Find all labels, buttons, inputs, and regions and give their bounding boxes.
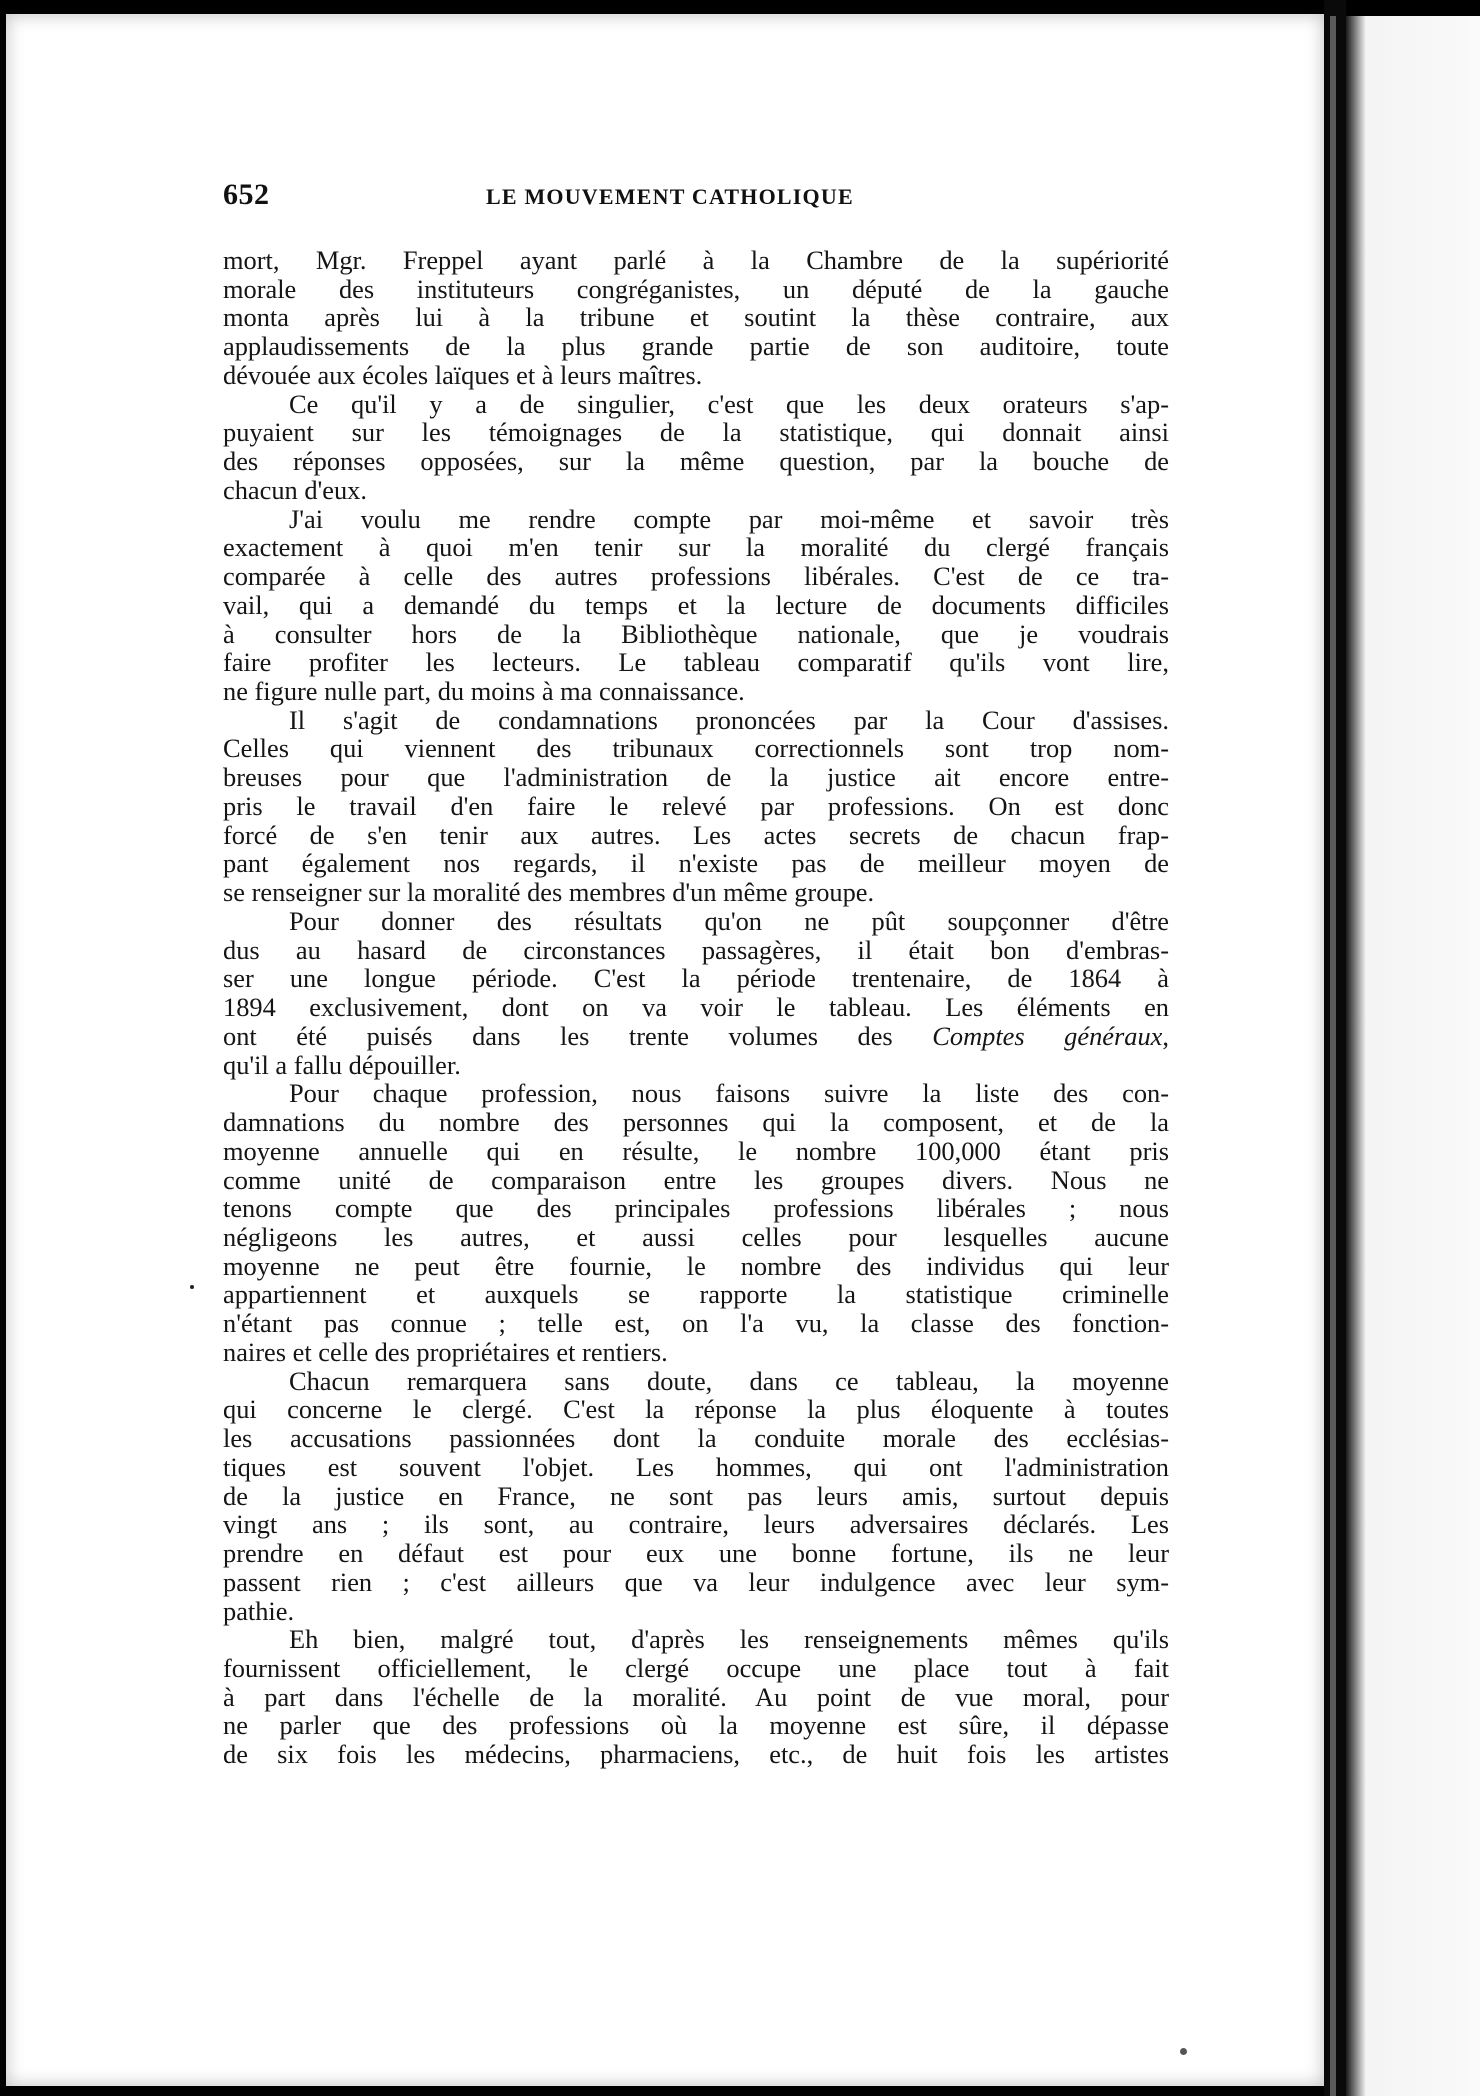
text-line: chacun d'eux. — [223, 474, 367, 505]
text-line: ne parler que des professions où la moyenne est sûre, il dépasse — [223, 1710, 1169, 1741]
text-line: comparée à celle des autres professions libérales. C'est de ce tra- — [223, 561, 1169, 592]
text-line: puyaient sur les témoignages de la statistique, qui donnait ainsi — [223, 417, 1169, 448]
text-line: Pour donner des résultats qu'on ne pût soupçonner d'être — [289, 905, 1169, 936]
text-line: négligeons les autres, et aussi celles pour lesquelles aucune — [223, 1221, 1169, 1252]
text-line: naires et celle des propriétaires et rentiers. — [223, 1336, 668, 1367]
text-line: ne figure nulle part, du moins à ma connaissance. — [223, 676, 745, 707]
text-line: exactement à quoi m'en tenir sur la moralité du clergé français — [223, 532, 1169, 563]
text-line: 1894 exclusivement, dont on va voir le tableau. Les éléments en — [223, 992, 1169, 1023]
text-line: moyenne annuelle qui en résulte, le nombre 100,000 étant pris — [223, 1135, 1169, 1166]
text-line: les accusations passionnées dont la conduite morale des ecclésias- — [223, 1423, 1169, 1454]
text-line: de la justice en France, ne sont pas leurs amis, surtout depuis — [223, 1480, 1169, 1511]
text-line: passent rien ; c'est ailleurs que va leur indulgence avec leur sym- — [223, 1566, 1169, 1597]
facing-page — [1346, 16, 1480, 2096]
text-line: Il s'agit de condamnations prononcées par la Cour d'assises. — [289, 704, 1169, 735]
text-line: breuses pour que l'administration de la justice ait encore entre- — [223, 762, 1169, 793]
text-line: n'étant pas connue ; telle est, on l'a vu, la classe des fonction- — [223, 1308, 1169, 1339]
text-line: prendre en défaut est pour eux une bonne fortune, ils ne leur — [223, 1538, 1169, 1569]
text-line: de six fois les médecins, pharmaciens, etc., de huit fois les artistes — [223, 1739, 1169, 1770]
text-line: se renseigner sur la moralité des membres d'un même groupe. — [223, 877, 875, 908]
text-line: pris le travail d'en faire le relevé par professions. On est donc — [223, 790, 1169, 821]
facing-page-edge — [1330, 16, 1336, 2096]
text-line: Ce qu'il y a de singulier, c'est que les deux orateurs s'ap- — [289, 388, 1169, 419]
text-line: tiques est souvent l'objet. Les hommes, qui ont l'administration — [223, 1451, 1169, 1482]
text-line: pathie. — [223, 1595, 295, 1626]
text-line: Chacun remarquera sans doute, dans ce tableau, la moyenne — [289, 1365, 1169, 1396]
text-line: à consulter hors de la Bibliothèque nationale, que je voudrais — [223, 618, 1169, 649]
text-line: ser une longue période. C'est la période trentenaire, de 1864 à — [223, 963, 1169, 994]
text-line: comme unité de comparaison entre les groupes divers. Nous ne — [223, 1164, 1169, 1195]
text-line: Pour chaque profession, nous faisons suivre la liste des con- — [289, 1078, 1169, 1109]
text-line: tenons compte que des principales professions libérales ; nous — [223, 1193, 1169, 1224]
text-line: fournissent officiellement, le clergé occupe une place tout à fait — [223, 1652, 1169, 1683]
text-line: qui concerne le clergé. C'est la réponse la plus éloquente à toutes — [223, 1394, 1169, 1425]
text-line: des réponses opposées, sur la même question, par la bouche de — [223, 446, 1169, 477]
scan-speck — [190, 1285, 194, 1289]
scan-speck — [1180, 2048, 1187, 2055]
running-header — [223, 178, 883, 230]
text-line: à part dans l'échelle de la moralité. Au point de vue moral, pour — [223, 1681, 1169, 1712]
running-title: LE MOUVEMENT CATHOLIQUE — [486, 184, 854, 209]
text-line: J'ai voulu me rendre compte par moi-même et savoir très — [289, 503, 1169, 534]
body-text — [223, 246, 1169, 1769]
text-line: faire profiter les lecteurs. Le tableau comparatif qu'ils vont lire, — [223, 647, 1169, 678]
text-line: forcé de s'en tenir aux autres. Les actes secrets de chacun frap- — [223, 819, 1169, 850]
text-line: monta après lui à la tribune et soutint la thèse contraire, aux — [223, 302, 1169, 333]
text-line: ont été puisés dans les trente volumes des Comptes généraux, — [223, 1020, 1169, 1051]
page-number: 652 — [223, 178, 270, 211]
text-line: moyenne ne peut être fournie, le nombre des individus qui leur — [223, 1250, 1169, 1281]
text-line: damnations du nombre des personnes qui la composent, et de la — [223, 1107, 1169, 1138]
text-line: dévouée aux écoles laïques et à leurs maîtres. — [223, 359, 703, 390]
text-line: pant également nos regards, il n'existe pas de meilleur moyen de — [223, 848, 1169, 879]
text-line: qu'il a fallu dépouiller. — [223, 1049, 461, 1080]
text-line: vail, qui a demandé du temps et la lecture de documents difficiles — [223, 589, 1169, 620]
text-line: appartiennent et auxquels se rapporte la statistique criminelle — [223, 1279, 1169, 1310]
text-line: applaudissements de la plus grande partie de son auditoire, toute — [223, 331, 1169, 362]
text-line: morale des instituteurs congréganistes, un député de la gauche — [223, 273, 1169, 304]
text-line: mort, Mgr. Freppel ayant parlé à la Chambre de la supériorité — [223, 245, 1169, 275]
text-line: Eh bien, malgré tout, d'après les renseignements mêmes qu'ils — [289, 1624, 1169, 1655]
text-line: Celles qui viennent des tribunaux correctionnels sont trop nom- — [223, 733, 1169, 764]
text-line: dus au hasard de circonstances passagères, il était bon d'embras- — [223, 934, 1169, 965]
text-line: vingt ans ; ils sont, au contraire, leurs adversaires déclarés. Les — [223, 1509, 1169, 1540]
